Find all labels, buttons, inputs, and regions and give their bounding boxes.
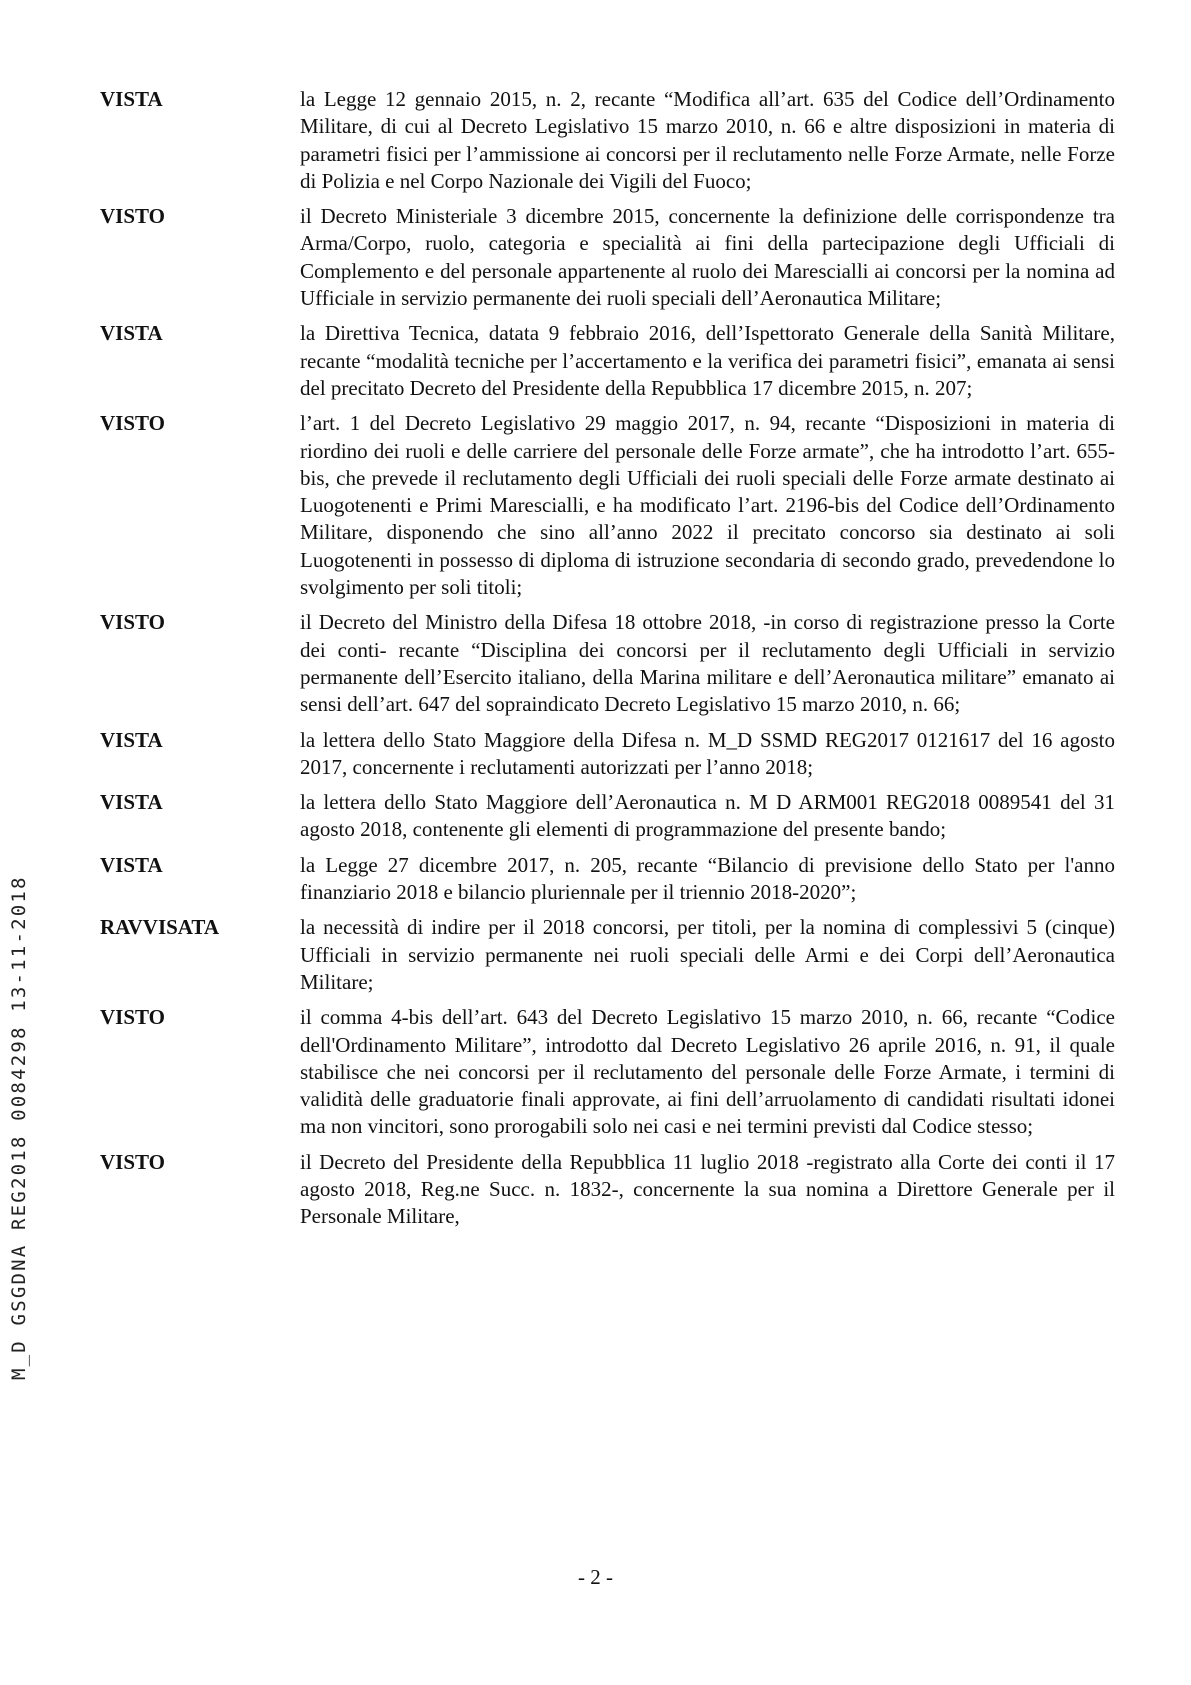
recital-keyword: VISTA bbox=[100, 87, 163, 111]
recital-entry bbox=[100, 203, 1120, 312]
recital-keyword: VISTA bbox=[100, 790, 163, 815]
recital-keyword: VISTA bbox=[100, 852, 163, 877]
recital-entry bbox=[100, 1149, 1120, 1231]
recital-text: la lettera dello Stato Maggiore della Difesa n. M_D SSMD REG2017 0121617 del 16 agosto 2017, concernente i reclutamenti autorizzati per l’anno 2018; bbox=[300, 727, 1115, 779]
recital-text: la necessità di indire per il 2018 concorsi, per titoli, per la nomina di complessivi 5 (cinque) Ufficiali in servizio permanente nei ruoli speciali delle Armi e dei Corpi dell’Aeronautica Militare; bbox=[300, 915, 1115, 994]
recital-keyword: VISTA bbox=[100, 727, 163, 752]
recital-text: il Decreto del Presidente della Repubblica 11 luglio 2018 -registrato alla Corte dei conti il 17 agosto 2018, Reg.ne Succ. n. 1832-, concernente la sua nomina a Direttore Generale per il Personale Militare, bbox=[300, 1149, 1115, 1229]
recital-text: la Direttiva Tecnica, datata 9 febbraio 2016, dell’Ispettorato Generale della Sanità Militare, recante “modalità tecniche per l’accertamento e la verifica dei parametri fisici”, emanata ai sensi del precitato Decreto del Presidente della Repubblica 17 dicembre 2015, n. 207; bbox=[300, 321, 1115, 400]
registration-stamp bbox=[0, 820, 30, 1380]
recital-keyword: VISTO bbox=[100, 411, 165, 436]
recital-keyword: VISTO bbox=[100, 610, 165, 635]
recital-entry bbox=[100, 914, 1120, 996]
recital-entry bbox=[100, 609, 1120, 718]
recital-text: la Legge 12 gennaio 2015, n. 2, recante “Modifica all’art. 635 del Codice dell’Ordinamento Militare, di cui al Decreto Legislativo 15 marzo 2010, n. 66 e altre disposizioni in materia di parametri fisici per l’ammissione ai concorsi per il reclutamento nelle Forze Armate, nelle Forze di Polizia e nel Corpo Nazionale dei Vigili del Fuoco; bbox=[300, 87, 1115, 193]
recital-entry bbox=[100, 1004, 1120, 1140]
recital-keyword: VISTO bbox=[100, 1005, 165, 1030]
recital-entry bbox=[100, 86, 1120, 195]
recital-text: il comma 4-bis dell’art. 643 del Decreto Legislativo 15 marzo 2010, n. 66, recante “Codice dell'Ordinamento Militare”, introdotto dal Decreto Legislativo 26 aprile 2016, n. 91, il quale stabilisce che nei concorsi per il reclutamento del personale delle Forze Armate, i termini di validità delle graduatorie finali approvate, ai fini dell’arruolamento di candidati risultati idonei ma non vincitori, sono prorogabili solo nei casi e nei termini previsti dal Codice stesso; bbox=[300, 1005, 1115, 1139]
recital-entry bbox=[100, 320, 1120, 402]
recital-keyword: RAVVISATA bbox=[100, 915, 220, 940]
recital-keyword: VISTO bbox=[100, 204, 165, 229]
page-number: - 2 - bbox=[578, 1565, 613, 1589]
recital-entry bbox=[100, 789, 1120, 844]
registration-stamp-text: M_D GSGDNA REG2018 0084298 13-11-2018 bbox=[8, 875, 30, 1380]
recital-text: l’art. 1 del Decreto Legislativo 29 maggio 2017, n. 94, recante “Disposizioni in materia di riordino dei ruoli e delle carriere del personale delle Forze armate”, che ha introdotto l’art. 655-bis, che prevede il reclutamento degli Ufficiali dei ruoli speciali delle Forze armate destinato ai Luogotenenti e Primi Marescialli, e ha modificato l’art. 2196-bis del Codice dell’Ordinamento Militare, disponendo che sino all’anno 2022 il precitato concorso sia destinato ai soli Luogotenenti in possesso di diploma di istruzione secondaria di secondo grado, prevedendone lo svolgimento per soli titoli; bbox=[300, 411, 1115, 600]
recital-text: la lettera dello Stato Maggiore dell’Aeronautica n. M D ARM001 REG2018 0089541 del 31 agosto 2018, contenente gli elementi di programmazione del presente bando; bbox=[300, 790, 1115, 842]
recital-text: il Decreto Ministeriale 3 dicembre 2015, concernente la definizione delle corrispondenze tra Arma/Corpo, ruolo, categoria e specialità ai fini della partecipazione degli Ufficiali di Complemento e del personale appartenente al ruolo dei Marescialli ai concorsi per la nomina ad Ufficiale in servizio permanente dei ruoli speciali dell’Aeronautica Militare; bbox=[300, 204, 1115, 311]
recitals-list bbox=[100, 86, 1120, 1239]
recital-entry bbox=[100, 852, 1120, 907]
recital-entry bbox=[100, 727, 1120, 782]
recital-text: il Decreto del Ministro della Difesa 18 ottobre 2018, -in corso di registrazione presso la Corte dei conti- recante “Disciplina dei concorsi per il reclutamento degli Ufficiali in servizio permanente dell’Esercito italiano, della Marina militare e dell’Aeronautica militare” emanato ai sensi dell’art. 647 del sopraindicato Decreto Legislativo 15 marzo 2010, n. 66; bbox=[300, 610, 1115, 717]
recital-entry bbox=[100, 410, 1120, 601]
recital-text: la Legge 27 dicembre 2017, n. 205, recante “Bilancio di previsione dello Stato per l'anno finanziario 2018 e bilancio pluriennale per il triennio 2018-2020”; bbox=[300, 852, 1115, 905]
recital-keyword: VISTA bbox=[100, 321, 163, 346]
recital-keyword: VISTO bbox=[100, 1149, 165, 1174]
